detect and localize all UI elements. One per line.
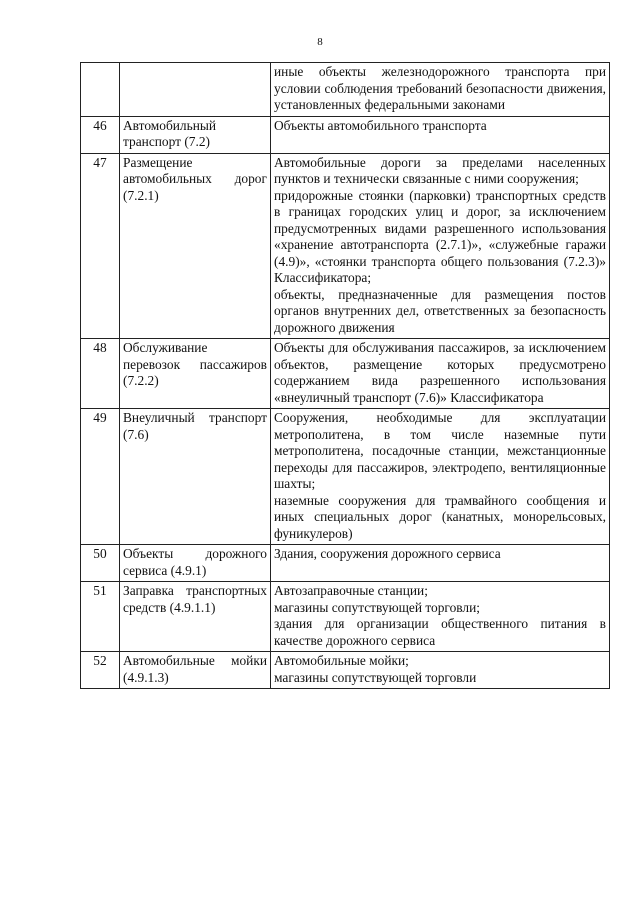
- description-paragraph: придорожные стоянки (парковки) транспортных средств в границах городских улиц и дорог, за исключением предусмотренных видами разрешенного использования «хранение автотранспорта (2.7.1)», «служебные гаражи (4.9)», «стоянки транспорта общего пользования (7.2.3)» Классификатора;: [274, 187, 606, 285]
- row-number-cell: [81, 63, 120, 117]
- description-paragraph: иные объекты железнодорожного транспорта при условии соблюдения требований безопасности движения, установленных федеральными законами: [274, 64, 606, 112]
- description-paragraph: здания для организации общественного питания в качестве дорожного сервиса: [274, 616, 606, 648]
- row-number-cell: 52: [81, 652, 120, 689]
- use-type-name-cell: [120, 63, 271, 117]
- row-number-cell: 50: [81, 545, 120, 582]
- table-row: [81, 63, 610, 117]
- use-type-description-cell: [271, 652, 610, 689]
- use-type-description-cell: [271, 409, 610, 545]
- table-row: [81, 339, 610, 409]
- use-type-name-cell: Объекты дорожного сервиса (4.9.1): [120, 545, 271, 582]
- use-type-name-cell: Заправка транспортных средств (4.9.1.1): [120, 582, 271, 652]
- description-paragraph: Сооружения, необходимые для эксплуатации метрополитена, в том числе наземные пути метрополитена, посадочные станции, межстанционные переходы для пассажиров, электродепо, вентиляционные шахты;: [274, 410, 606, 491]
- description-paragraph: Автомобильные дороги за пределами населенных пунктов и технически связанные с ними сооружения;: [274, 154, 606, 186]
- row-number-cell: 47: [81, 153, 120, 339]
- description-paragraph: объекты, предназначенные для размещения постов органов внутренних дел, ответственных за безопасность дорожного движения: [274, 286, 606, 335]
- page-number: 8: [317, 36, 323, 48]
- table-row: [81, 116, 610, 153]
- description-paragraph: магазины сопутствующей торговли;: [274, 599, 481, 615]
- row-number-cell: 48: [81, 339, 120, 409]
- table-body: [81, 63, 610, 689]
- use-type-description-cell: [271, 582, 610, 652]
- table-row: [81, 153, 610, 339]
- use-type-name-cell: Автомобильные мойки (4.9.1.3): [120, 652, 271, 689]
- description-paragraph: магазины сопутствующей торговли: [274, 669, 477, 685]
- table-row: [81, 582, 610, 652]
- use-type-description-cell: [271, 339, 610, 409]
- use-type-name-cell: Автомобильный транспорт (7.2): [120, 116, 271, 153]
- row-number-cell: 46: [81, 116, 120, 153]
- description-paragraph: Автозаправочные станции;: [274, 583, 428, 598]
- use-type-description-cell: [271, 63, 610, 117]
- table-row: [81, 652, 610, 689]
- use-type-name-cell: Внеуличный транспорт (7.6): [120, 409, 271, 545]
- description-paragraph: наземные сооружения для трамвайного сообщения и иных специальных дорог (канатных, монорельсовых, фуникулеров): [274, 492, 606, 541]
- description-paragraph: Объекты для обслуживания пассажиров, за исключением объектов, размещение которых предусмотрено содержанием вида разрешенного использования «внеуличный транспорт (7.6)» Классификатора: [274, 340, 606, 405]
- description-paragraph: Здания, сооружения дорожного сервиса: [274, 546, 501, 561]
- row-number-cell: 51: [81, 582, 120, 652]
- description-paragraph: Объекты автомобильного транспорта: [274, 117, 487, 133]
- row-number-cell: 49: [81, 409, 120, 545]
- use-type-description-cell: [271, 545, 610, 582]
- use-type-name-cell: Обслуживание перевозок пассажиров (7.2.2): [120, 339, 271, 409]
- use-type-name-cell: Размещение автомобильных дорог (7.2.1): [120, 153, 271, 339]
- table-row: [81, 545, 610, 582]
- description-paragraph: Автомобильные мойки;: [274, 653, 409, 668]
- table-row: [81, 409, 610, 545]
- use-type-description-cell: [271, 153, 610, 339]
- use-type-description-cell: [271, 116, 610, 153]
- land-use-table: [80, 62, 610, 689]
